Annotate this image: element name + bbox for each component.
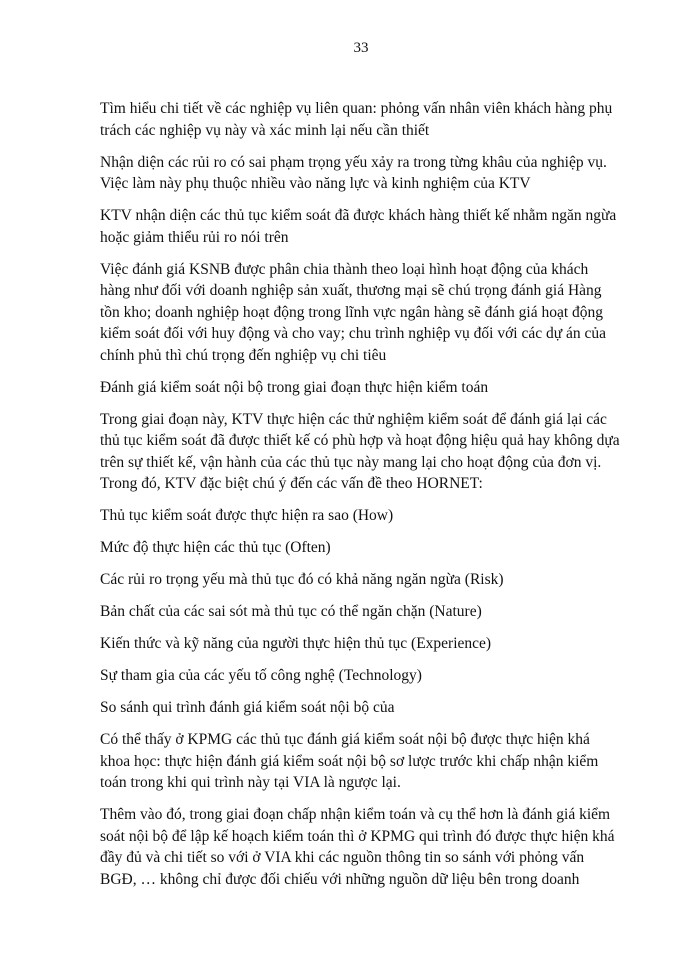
page-number: 33 xyxy=(353,40,369,56)
section-heading: So sánh qui trình đánh giá kiểm soát nội bộ của xyxy=(100,699,395,716)
paragraph: Nhận diện các rủi ro có sai phạm trọng yếu xảy ra trong từng khâu của nghiệp vụ. Việc làm này phụ thuộc nhiều vào năng lực và kinh nghiệm của KTV xyxy=(100,153,607,192)
section-heading: Đánh giá kiểm soát nội bộ trong giai đoạn thực hiện kiểm toán xyxy=(100,378,489,396)
list-item: Các rủi ro trọng yếu mà thủ tục đó có khả năng ngăn ngừa (Risk) xyxy=(100,571,504,588)
list-item: Thủ tục kiểm soát được thực hiện ra sao (How) xyxy=(100,507,394,524)
paragraph: Trong giai đoạn này, KTV thực hiện các thử nghiệm kiểm soát để đánh giá lại các thủ tục kiểm soát đã được thiết kế có phù hợp và hoạt động hiệu quả hay không dựa trên sự thiết kế, vận hành của các thủ tục này mang lại cho hoạt động của đơn vị. Trong đó, KTV đặc biệt chú ý đến các vấn đề theo HORNET: xyxy=(100,410,620,492)
list-item: Bản chất của các sai sót mà thủ tục có thể ngăn chặn (Nature) xyxy=(100,603,482,620)
paragraph: Việc đánh giá KSNB được phân chia thành theo loại hình hoạt động của khách hàng như đối với doanh nghiệp sản xuất, thương mại sẽ chú trọng đánh giá Hàng tồn kho; doanh nghiệp hoạt động trong lĩnh vực ngân hàng sẽ đánh giá hoạt động kiểm soát đối với huy động và cho vay; chu trình nghiệp vụ đối với các dự án của chính phủ thì chú trọng đến nghiệp vụ chi tiêu xyxy=(100,260,607,364)
paragraph: Có thể thấy ở KPMG các thủ tục đánh giá kiểm soát nội bộ được thực hiện khá khoa học: thực hiện đánh giá kiểm soát nội bộ sơ lược trước khi chấp nhận kiểm toán trong khi qui trình này tại VIA là ngược lại. xyxy=(100,731,599,791)
list-item: Mức độ thực hiện các thủ tục (Often) xyxy=(100,539,331,556)
paragraph: Tìm hiểu chi tiết về các nghiệp vụ liên quan: phỏng vấn nhân viên khách hàng phụ trách các nghiệp vụ này và xác minh lại nếu cần thiết xyxy=(100,100,613,139)
list-item: Kiến thức và kỹ năng của người thực hiện thủ tục (Experience) xyxy=(100,635,492,652)
list-item: Sự tham gia của các yếu tố công nghệ (Technology) xyxy=(100,667,422,684)
paragraph: Thêm vào đó, trong giai đoạn chấp nhận kiểm toán và cụ thể hơn là đánh giá kiểm soát nội bộ để lập kế hoạch kiểm toán thì ở KPMG qui trình đó được thực hiện khá đầy đủ và chi tiết so với ở VIA khi các nguồn thông tin so sánh với phỏng vấn BGĐ, … không chỉ được đối chiếu với những nguồn dữ liệu bên trong doanh xyxy=(100,806,615,888)
paragraph: KTV nhận diện các thủ tục kiểm soát đã được khách hàng thiết kế nhằm ngăn ngừa hoặc giảm thiểu rủi ro nói trên xyxy=(100,207,617,246)
page-body xyxy=(100,98,622,890)
